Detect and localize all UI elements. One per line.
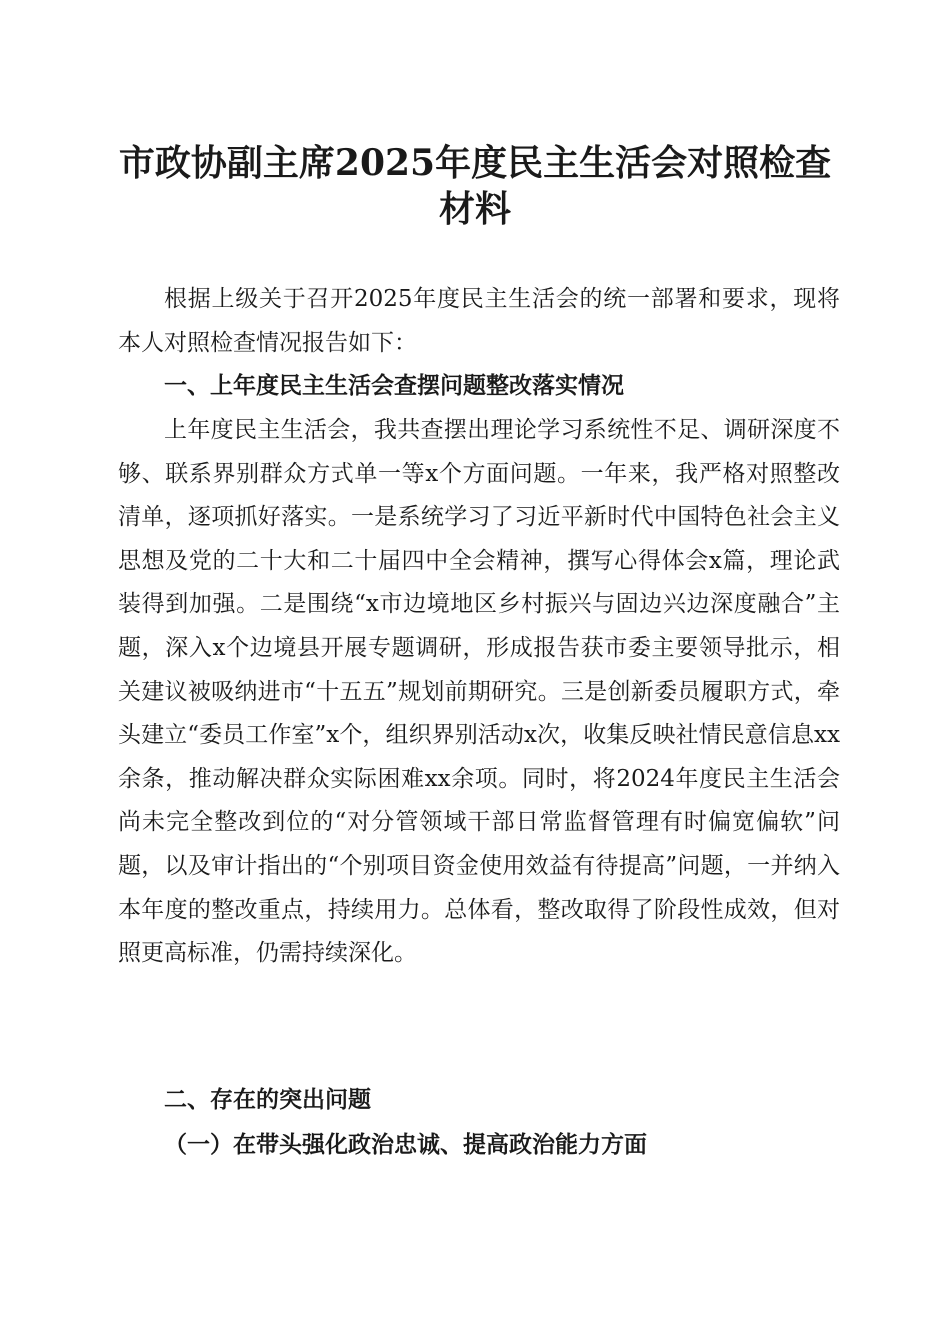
intro-paragraph: 根据上级关于召开2025年度民主生活会的统一部署和要求，现将本人对照检查情况报告如下：	[118, 286, 840, 356]
document-title-line-1: 市政协副主席2025年度民主生活会对照检查	[118, 142, 832, 184]
section-2-heading: 二、存在的突出问题	[164, 1087, 371, 1113]
section-1-paragraph: 上年度民主生活会，我共查摆出理论学习系统性不足、调研深度不够、联系界别群众方式单一等x个方面问题。一年来，我严格对照整改清单，逐项抓好落实。一是系统学习了习近平新时代中国特色社会主义思想及党的二十大和二十届四中全会精神，撰写心得体会x篇，理论武装得到加强。二是围绕“x市边境地区乡村振兴与固边兴边深度融合”主题，深入x个边境县开展专题调研，形成报告获市委主要领导批示，相关建议被吸纳进市“十五五”规划前期研究。三是创新委员履职方式，牵头建立“委员工作室”x个，组织界别活动x次，收集反映社情民意信息xx余条，推动解决群众实际困难xx余项。同时，将2024年度民主生活会尚未完全整改到位的“对分管领域干部日常监督管理有时偏宽偏软”问题，以及审计指出的“个别项目资金使用效益有待提高”问题，一并纳入本年度的整改重点，持续用力。总体看，整改取得了阶段性成效，但对照更高标准，仍需持续深化。	[118, 417, 840, 967]
section-2-subheading-1: （一）在带头强化政治忠诚、提高政治能力方面	[164, 1131, 647, 1158]
section-1-heading: 一、上年度民主生活会查摆问题整改落实情况	[164, 373, 624, 399]
document-title-line-2: 材料	[438, 188, 511, 230]
